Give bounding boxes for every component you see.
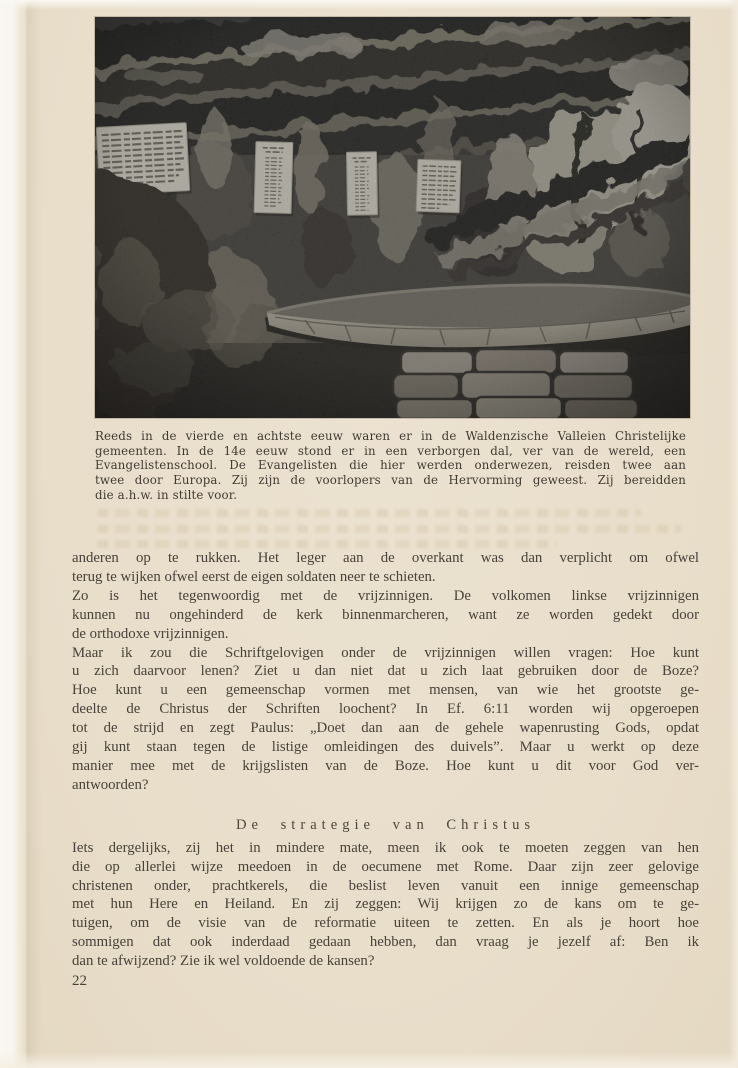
text-line: Iets dergelijks, zij het in mindere mate, meen ik ook te moeten zeggen van hen <box>72 839 699 856</box>
text-line: dan te afwijzend? Zie ik wel voldoende de kansen? <box>72 953 375 970</box>
text-line: met hun Here en Heiland. En zij zeggen: Wij krijgen zo de kans om te ge- <box>72 896 699 913</box>
photo-waldensian-school <box>95 17 690 418</box>
bleed-through-line <box>97 525 682 533</box>
bleed-through-line <box>97 509 642 517</box>
text-line: u zich daarvoor lenen? Ziet u dan niet dat u zich laat gebruiken door de Boze? <box>72 663 699 680</box>
paragraph <box>72 839 699 971</box>
text-line: tuigen, om de visie van de reformatie uiteen te zetten. En als je hoort hoe <box>72 915 699 932</box>
paragraph <box>72 644 699 795</box>
text-line: Maar ik zou die Schriftgelovigen onder de vrijzinnigen willen vragen: Hoe kunt <box>72 644 699 661</box>
caption-line: Evangelistenschool. De Evangelisten die hier werden onderwezen, reisden twee aan <box>95 458 686 473</box>
caption-line: twee door Europa. Zij zijn de voorlopers van de Hervorming geweest. Zij bereidden <box>95 473 686 488</box>
text-line: tot de strijd en zegt Paulus: „Doet dan aan de gehele wapenrusting Gods, opdat <box>72 720 699 737</box>
scan-edge-right <box>729 0 738 1068</box>
caption-line: Reeds in de vierde en achtste eeuw waren er in de Waldenzische Valleien Christelijke <box>95 429 686 443</box>
scan-edge-top <box>0 0 738 10</box>
text-line: Zo is het tegenwoordig met de vrijzinnigen. De volkomen linkse vrijzinnigen <box>72 587 699 604</box>
bleed-through-line <box>97 540 557 548</box>
text-line: anderen op te rukken. Het leger aan de overkant was dan verplicht om ofwel <box>72 550 699 566</box>
text-line: de orthodoxe vrijzinnigen. <box>72 625 229 642</box>
text-line: christenen onder, prachtkerels, die beslist leven vanuit een innige gemeenschap <box>72 877 699 894</box>
text-line: Hoe kunt u een gemeenschap vormen met mensen, van wie het grootste ge- <box>72 682 699 699</box>
photo-caption <box>95 429 686 503</box>
caption-line: die a.h.w. in stilte voor. <box>95 487 238 502</box>
scan-edge-bottom <box>0 1052 738 1068</box>
text-line: kunnen nu ongehinderd de kerk binnenmarcheren, want ze worden gedekt door <box>72 606 699 623</box>
section-heading: De strategie van Christus <box>235 816 536 833</box>
text-line: die op allerlei wijze meedoen in de oecumene met Rome. Daar zijn zeer gelovige <box>72 858 699 875</box>
paragraph <box>72 549 699 587</box>
text-line: manier mee met de krijgslisten van de Boze. Hoe kunt u dit voor God ver- <box>72 757 699 774</box>
page-body <box>72 549 699 971</box>
scan-edge-left <box>0 0 28 1068</box>
caption-line: gemeenten. In de 14e eeuw stond er in een verborgen dal, ver van de wereld, een <box>95 443 686 458</box>
photo-illustration <box>95 17 690 418</box>
text-line: terug te wijken ofwel eerst de eigen soldaten neer te schieten. <box>72 568 436 585</box>
paragraph <box>72 587 699 644</box>
page-number: 22 <box>72 973 87 989</box>
text-line: gij kunt staan tegen de listige omleidingen des duivels”. Maar u werkt op deze <box>72 739 699 756</box>
text-line: deelte de Christus der Schriften loochent? In Ef. 6:11 worden wij opgeroepen <box>72 701 699 718</box>
text-line: sommigen dat ook inderdaad gedaan hebben, dan vraag je jezelf af: Ben ik <box>72 934 699 951</box>
scan-crease <box>26 0 42 1068</box>
text-line: antwoorden? <box>72 776 149 793</box>
